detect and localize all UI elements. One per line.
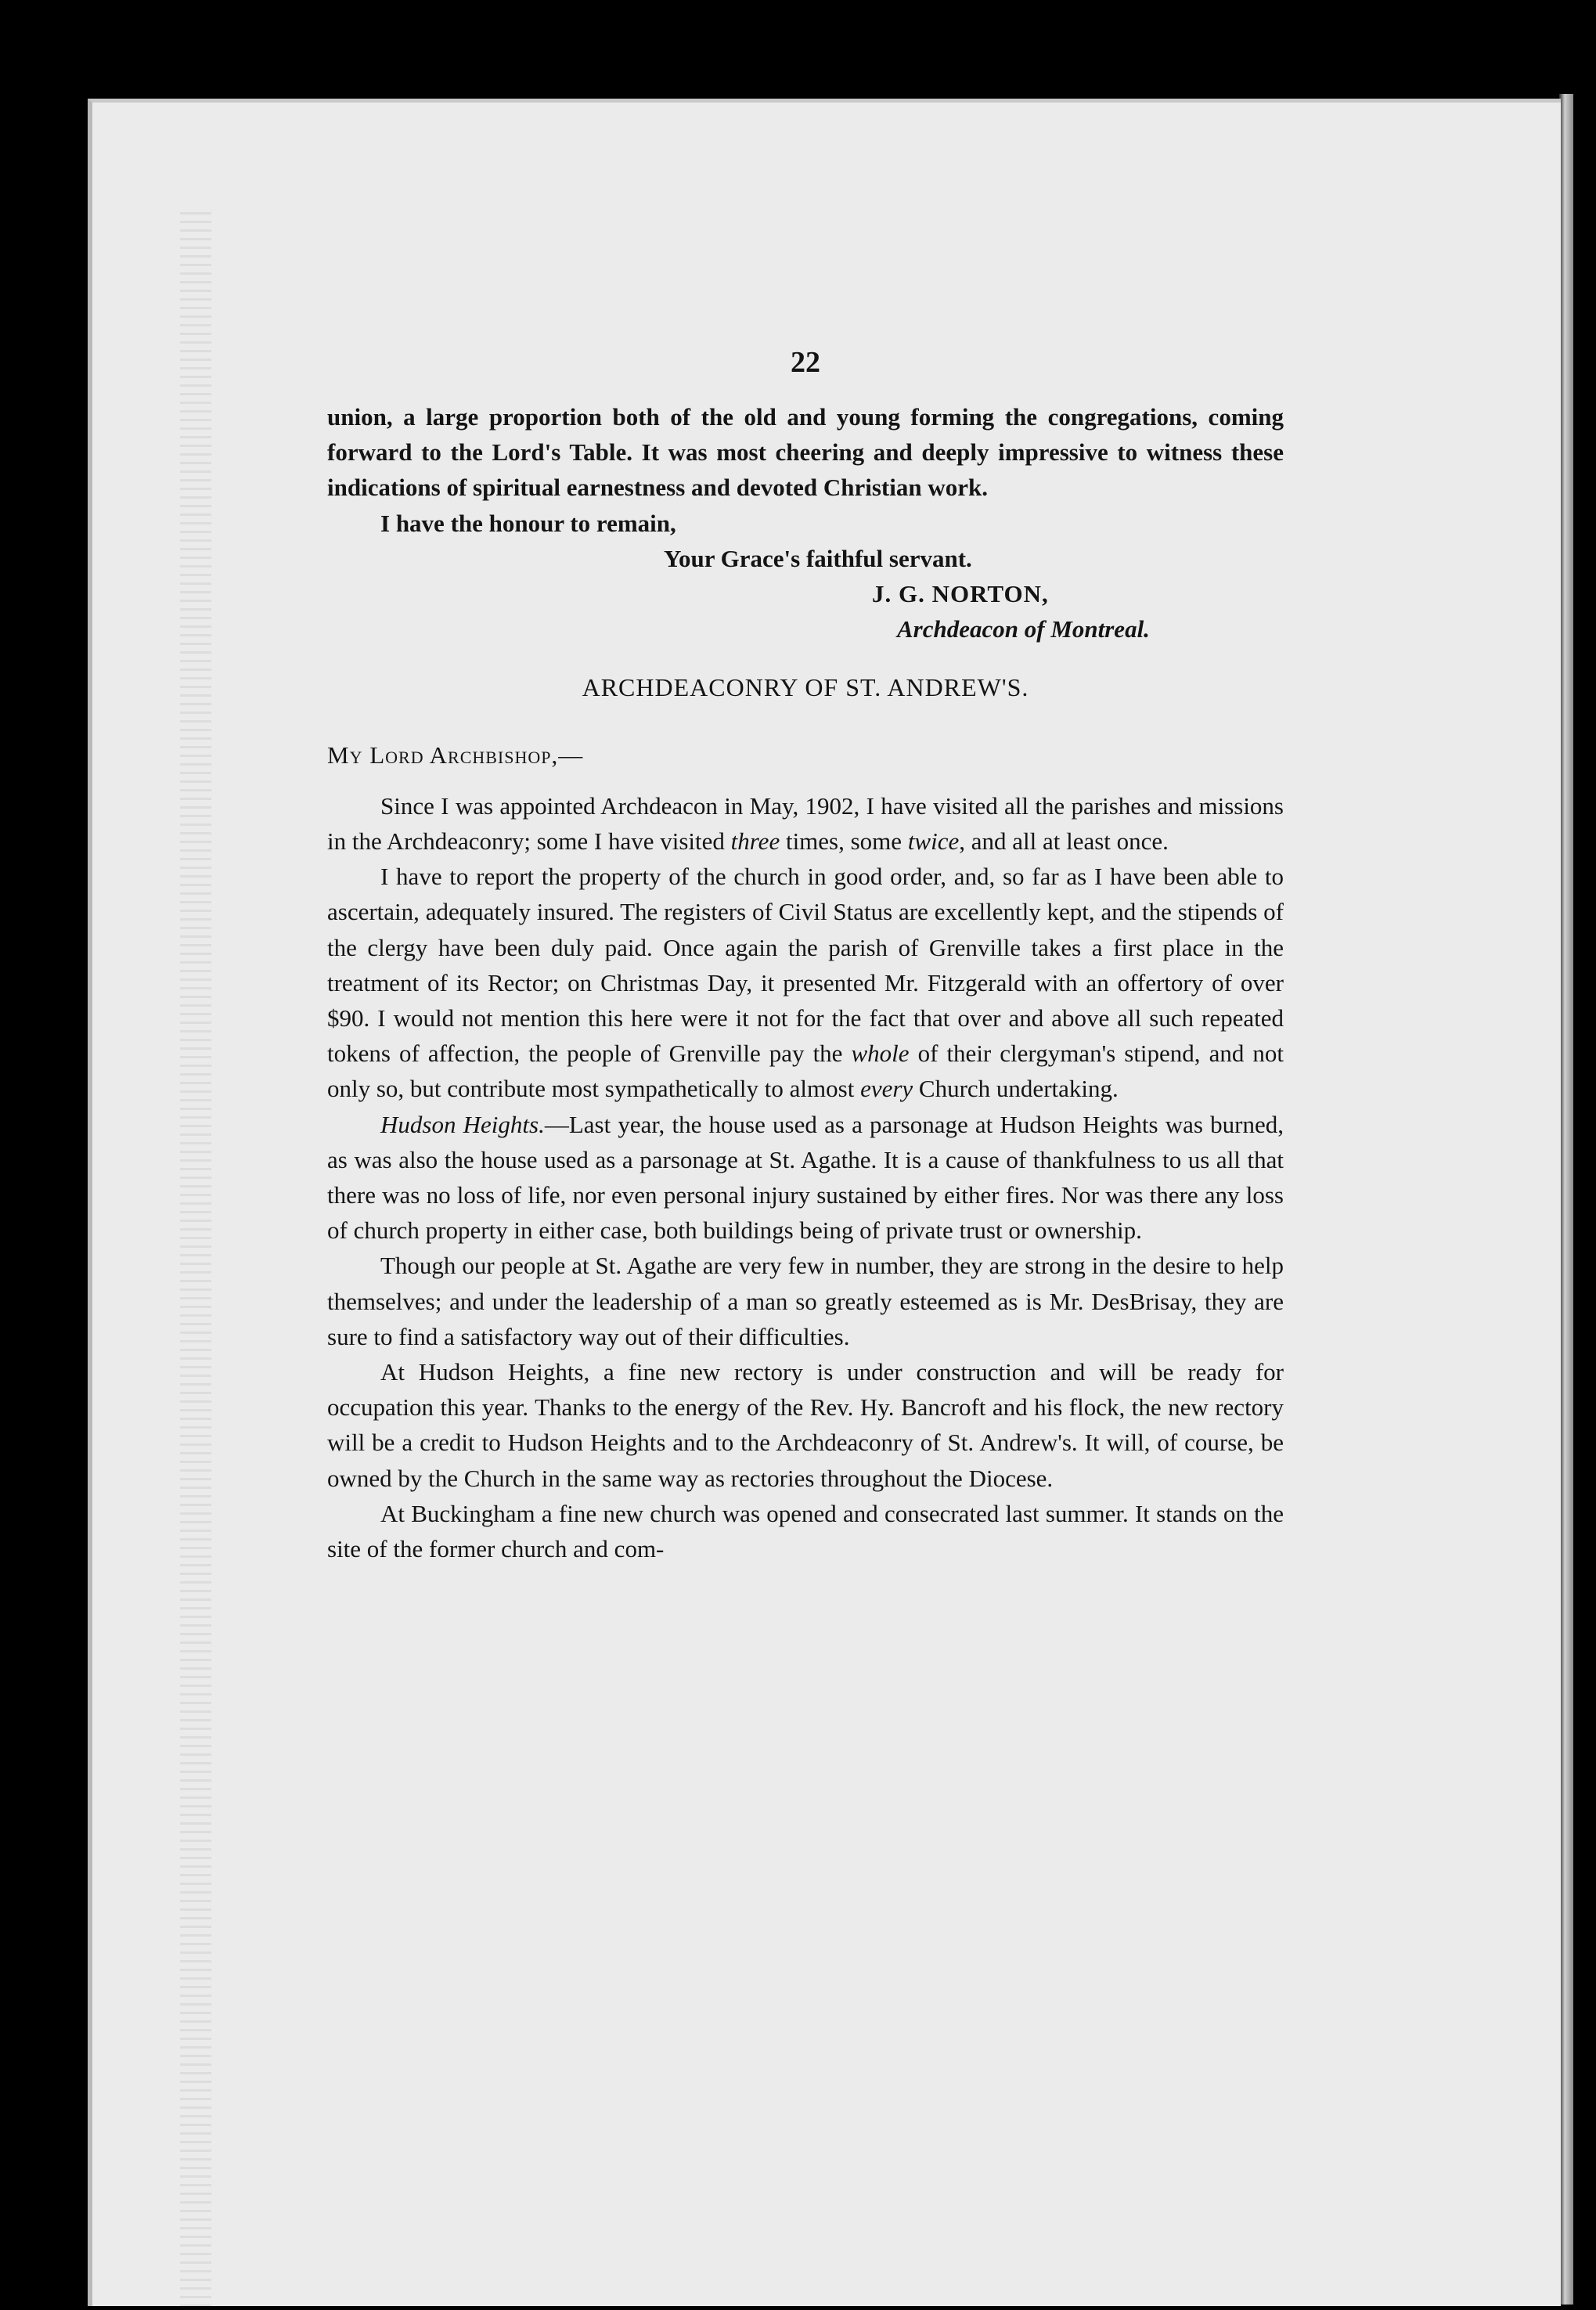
- signature-name: J. G. NORTON,: [872, 580, 1049, 608]
- text-run: Church undertaking.: [913, 1075, 1119, 1103]
- page-content: [327, 329, 1284, 1566]
- page-number: 22: [791, 346, 820, 379]
- paragraph-buckingham: At Buckingham a fine new church was opened and consecrated last summer. It stands on the site of the former church and com-: [327, 1499, 1284, 1563]
- text-run: times, some: [780, 827, 908, 856]
- paragraph-new-rectory: At Hudson Heights, a fine new rectory is under construction and will be ready for occupation this year. Thanks to the energy of the Rev. Hy. Bancroft and his flock, the new rectory will be a credit to Hudson Heights and to the Archdeaconry of St. Andrew's. It will, of course, be owned by the Church in the same way as rectories throughout the Diocese.: [327, 1358, 1284, 1492]
- continued-paragraph: union, a large proportion both of the old and young forming the congregations, coming forward to the Lord's Table. It was most cheering and deeply impressive to witness these indications of spiritual earnestness and devoted Christian work.: [327, 403, 1284, 502]
- salutation: My Lord Archbishop,—: [327, 741, 584, 769]
- paragraph-hudson-heights-fire: [327, 1107, 1284, 1249]
- text-run: of their clergyman's stipend, and not only so, but contribute most sympathetically to almost: [327, 1040, 1284, 1103]
- italic-emphasis: three: [730, 827, 780, 856]
- closing-line: I have the honour to remain,: [380, 509, 676, 537]
- text-run: —Last year, the house used as a parsonage at Hudson Heights was burned, as was also the house used as a parsonage at St. Agathe. It is a cause of thankfulness to us all that there was no loss of life, nor even personal injury sustained by either fires. Nor was there any loss of church property in either case, both buildings being of private trust or ownership.: [327, 1110, 1284, 1245]
- facing-page-edge: [1559, 94, 1573, 2305]
- paragraph-appointment: [327, 788, 1284, 859]
- text-run: I have to report the property of the church in good order, and, so far as I have been able to ascertain, adequately insured. The registers of Civil Status are excellently kept, and the stipends of the clergy have been duly paid. Once again the parish of Grenville takes a first place in the treatment of its Rector; on Christmas Day, it presented Mr. Fitzgerald with an offertory of over $90. I would not mention this here were it not for the fact that over and above all such repeated tokens of affection, the people of Grenville pay the: [327, 863, 1284, 1068]
- italic-emphasis: twice: [907, 827, 960, 856]
- italic-place-name: Hudson Heights.: [380, 1110, 545, 1138]
- text-run: , and all at least once.: [959, 827, 1169, 856]
- section-heading: ARCHDEACONRY OF ST. ANDREW'S.: [582, 673, 1029, 702]
- closing-servant: Your Grace's faithful servant.: [664, 544, 972, 572]
- paragraph-st-agathe: Though our people at St. Agathe are very few in number, they are strong in the desire to help themselves; and under the leadership of a man so greatly esteemed as is Mr. DesBrisay, they are sure to find a satisfactory way out of their difficulties.: [327, 1252, 1284, 1350]
- text-run: Since I was appointed Archdeacon in May, 1902, I have visited all the parishes and missions in the Archdeaconry; some I have visited: [327, 791, 1284, 856]
- italic-emphasis: every: [860, 1075, 913, 1103]
- italic-emphasis: whole: [851, 1040, 910, 1068]
- signature-title: Archdeacon of Montreal.: [897, 615, 1150, 643]
- gutter-shadow: [180, 212, 211, 2310]
- paragraph-property-report: [327, 859, 1284, 1106]
